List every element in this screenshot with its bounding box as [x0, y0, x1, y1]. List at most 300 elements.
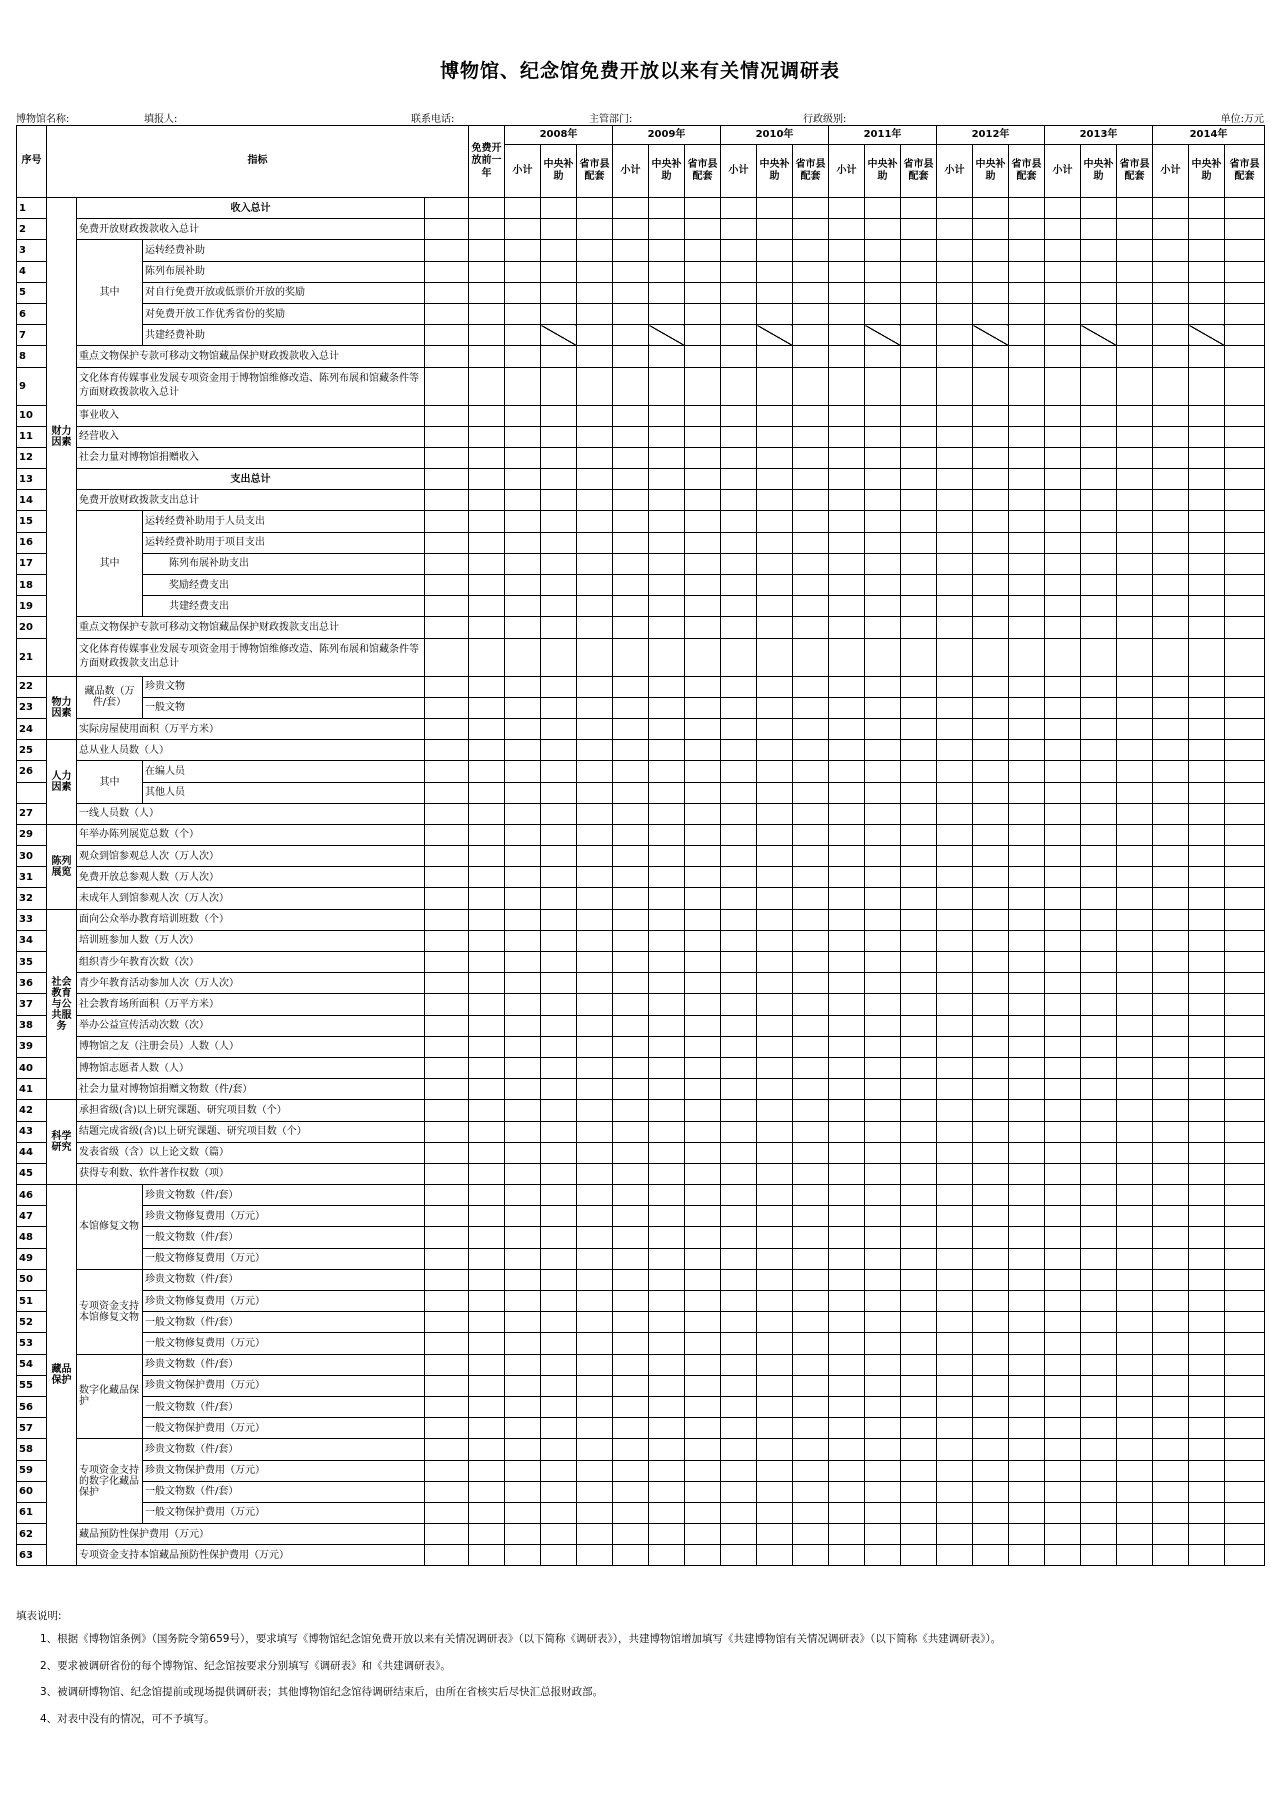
provincial-match-cell[interactable] — [757, 1163, 793, 1184]
subtotal-cell[interactable] — [1009, 1545, 1045, 1566]
provincial-match-cell[interactable] — [1189, 1354, 1225, 1375]
provincial-match-cell[interactable] — [757, 1291, 793, 1312]
central-subsidy-cell[interactable] — [721, 867, 757, 888]
provincial-match-cell[interactable] — [541, 973, 577, 994]
provincial-match-cell[interactable] — [1189, 511, 1225, 532]
subtotal-cell[interactable] — [901, 617, 937, 638]
pre-year-cell[interactable] — [425, 909, 469, 930]
provincial-match-cell[interactable] — [649, 1524, 685, 1545]
subtotal-cell[interactable] — [1117, 1396, 1153, 1417]
central-subsidy-cell[interactable] — [1045, 718, 1081, 739]
subtotal-cell[interactable] — [577, 426, 613, 447]
central-subsidy-cell[interactable] — [1153, 697, 1189, 718]
central-subsidy-cell[interactable] — [937, 638, 973, 676]
subtotal-cell[interactable] — [685, 1227, 721, 1248]
provincial-match-cell[interactable] — [541, 1333, 577, 1354]
central-subsidy-cell[interactable] — [1045, 888, 1081, 909]
central-subsidy-cell[interactable] — [937, 219, 973, 240]
provincial-match-cell[interactable] — [757, 346, 793, 367]
subtotal-cell[interactable] — [685, 1524, 721, 1545]
central-subsidy-cell[interactable] — [937, 1185, 973, 1206]
remark-cell[interactable] — [1225, 1375, 1265, 1396]
subtotal-cell[interactable] — [685, 511, 721, 532]
pre-year-cell[interactable] — [425, 1100, 469, 1121]
pre-year-cell[interactable] — [425, 803, 469, 824]
central-subsidy-cell[interactable] — [1045, 1291, 1081, 1312]
subtotal-cell[interactable] — [469, 447, 505, 468]
provincial-match-cell[interactable] — [1189, 219, 1225, 240]
subtotal-cell[interactable] — [577, 824, 613, 845]
central-subsidy-cell[interactable] — [613, 1269, 649, 1290]
subtotal-cell[interactable] — [469, 1545, 505, 1566]
provincial-match-cell[interactable] — [973, 676, 1009, 697]
central-subsidy-cell[interactable] — [613, 405, 649, 426]
subtotal-cell[interactable] — [1117, 261, 1153, 282]
subtotal-cell[interactable] — [901, 1079, 937, 1100]
central-subsidy-cell[interactable] — [721, 1524, 757, 1545]
pre-year-cell[interactable] — [425, 617, 469, 638]
central-subsidy-cell[interactable] — [829, 1269, 865, 1290]
provincial-match-cell[interactable] — [973, 930, 1009, 951]
subtotal-cell[interactable] — [577, 994, 613, 1015]
subtotal-cell[interactable] — [685, 1354, 721, 1375]
subtotal-cell[interactable] — [1009, 1206, 1045, 1227]
provincial-match-cell[interactable] — [541, 1524, 577, 1545]
central-subsidy-cell[interactable] — [1153, 1100, 1189, 1121]
central-subsidy-cell[interactable] — [1045, 909, 1081, 930]
subtotal-cell[interactable] — [901, 952, 937, 973]
central-subsidy-cell[interactable] — [721, 553, 757, 574]
provincial-match-cell[interactable] — [757, 1142, 793, 1163]
subtotal-cell[interactable] — [901, 447, 937, 468]
provincial-match-cell[interactable] — [1081, 697, 1117, 718]
provincial-match-cell[interactable] — [1189, 846, 1225, 867]
provincial-match-cell[interactable] — [649, 952, 685, 973]
provincial-match-cell[interactable] — [1081, 282, 1117, 303]
subtotal-cell[interactable] — [901, 1333, 937, 1354]
provincial-match-cell[interactable] — [541, 1100, 577, 1121]
provincial-match-cell[interactable] — [541, 1227, 577, 1248]
provincial-match-cell[interactable] — [865, 575, 901, 596]
provincial-match-cell[interactable] — [865, 973, 901, 994]
central-subsidy-cell[interactable] — [829, 1418, 865, 1439]
central-subsidy-cell[interactable] — [937, 617, 973, 638]
central-subsidy-cell[interactable] — [505, 1121, 541, 1142]
remark-cell[interactable] — [1225, 469, 1265, 490]
central-subsidy-cell[interactable] — [937, 1481, 973, 1502]
central-subsidy-cell[interactable] — [1045, 1418, 1081, 1439]
provincial-match-cell[interactable] — [973, 511, 1009, 532]
pre-year-cell[interactable] — [425, 447, 469, 468]
central-subsidy-cell[interactable] — [937, 1121, 973, 1142]
central-subsidy-cell[interactable] — [1045, 219, 1081, 240]
central-subsidy-cell[interactable] — [721, 930, 757, 951]
subtotal-cell[interactable] — [1117, 1375, 1153, 1396]
provincial-match-cell[interactable] — [865, 553, 901, 574]
central-subsidy-cell[interactable] — [721, 1375, 757, 1396]
provincial-match-cell[interactable] — [973, 469, 1009, 490]
central-subsidy-cell[interactable] — [937, 1100, 973, 1121]
central-subsidy-cell[interactable] — [1153, 1291, 1189, 1312]
central-subsidy-cell[interactable] — [613, 303, 649, 324]
subtotal-cell[interactable] — [469, 553, 505, 574]
central-subsidy-cell[interactable] — [721, 198, 757, 219]
provincial-match-cell[interactable] — [865, 1545, 901, 1566]
central-subsidy-cell[interactable] — [721, 1185, 757, 1206]
central-subsidy-cell[interactable] — [721, 469, 757, 490]
provincial-match-cell[interactable] — [973, 952, 1009, 973]
central-subsidy-cell[interactable] — [505, 740, 541, 761]
subtotal-cell[interactable] — [577, 1015, 613, 1036]
provincial-match-cell[interactable] — [973, 240, 1009, 261]
pre-year-cell[interactable] — [425, 952, 469, 973]
provincial-match-cell[interactable] — [1189, 1291, 1225, 1312]
central-subsidy-cell[interactable] — [1153, 405, 1189, 426]
provincial-match-cell[interactable] — [649, 1291, 685, 1312]
central-subsidy-cell[interactable] — [505, 952, 541, 973]
central-subsidy-cell[interactable] — [721, 1502, 757, 1523]
central-subsidy-cell[interactable] — [937, 1227, 973, 1248]
central-subsidy-cell[interactable] — [937, 1142, 973, 1163]
subtotal-cell[interactable] — [901, 888, 937, 909]
pre-year-cell[interactable] — [425, 718, 469, 739]
provincial-match-cell[interactable] — [1189, 1227, 1225, 1248]
provincial-match-cell[interactable] — [973, 1291, 1009, 1312]
provincial-match-cell[interactable] — [865, 1291, 901, 1312]
provincial-match-cell[interactable] — [757, 1524, 793, 1545]
central-subsidy-cell[interactable] — [721, 532, 757, 553]
provincial-match-cell[interactable] — [649, 1396, 685, 1417]
provincial-match-cell[interactable] — [541, 219, 577, 240]
provincial-match-cell[interactable] — [973, 1312, 1009, 1333]
subtotal-cell[interactable] — [901, 1206, 937, 1227]
central-subsidy-cell[interactable] — [505, 867, 541, 888]
central-subsidy-cell[interactable] — [829, 1142, 865, 1163]
central-subsidy-cell[interactable] — [505, 1545, 541, 1566]
provincial-match-cell[interactable] — [541, 846, 577, 867]
central-subsidy-cell[interactable] — [1045, 1121, 1081, 1142]
central-subsidy-cell[interactable] — [937, 1269, 973, 1290]
provincial-match-cell[interactable] — [1081, 1545, 1117, 1566]
provincial-match-cell[interactable] — [541, 867, 577, 888]
remark-cell[interactable] — [1225, 994, 1265, 1015]
subtotal-cell[interactable] — [1009, 1142, 1045, 1163]
central-subsidy-cell[interactable] — [721, 1333, 757, 1354]
subtotal-cell[interactable] — [793, 930, 829, 951]
central-subsidy-cell[interactable] — [937, 888, 973, 909]
central-subsidy-cell[interactable] — [613, 1206, 649, 1227]
central-subsidy-cell[interactable] — [829, 596, 865, 617]
central-subsidy-cell[interactable] — [1153, 596, 1189, 617]
central-subsidy-cell[interactable] — [505, 575, 541, 596]
central-subsidy-cell[interactable] — [937, 909, 973, 930]
central-subsidy-cell[interactable] — [1045, 697, 1081, 718]
central-subsidy-cell[interactable] — [937, 1396, 973, 1417]
subtotal-cell[interactable] — [901, 1057, 937, 1078]
central-subsidy-cell[interactable] — [505, 1396, 541, 1417]
provincial-match-cell[interactable] — [649, 994, 685, 1015]
central-subsidy-cell[interactable] — [829, 824, 865, 845]
provincial-match-cell[interactable] — [757, 782, 793, 803]
provincial-match-cell[interactable] — [649, 740, 685, 761]
central-subsidy-cell[interactable] — [721, 447, 757, 468]
subtotal-cell[interactable] — [901, 469, 937, 490]
central-subsidy-cell[interactable] — [721, 405, 757, 426]
central-subsidy-cell[interactable] — [829, 676, 865, 697]
central-subsidy-cell[interactable] — [613, 1100, 649, 1121]
central-subsidy-cell[interactable] — [613, 676, 649, 697]
provincial-match-cell[interactable] — [649, 638, 685, 676]
central-subsidy-cell[interactable] — [721, 367, 757, 405]
subtotal-cell[interactable] — [577, 575, 613, 596]
remark-cell[interactable] — [1225, 447, 1265, 468]
central-subsidy-cell[interactable] — [505, 511, 541, 532]
central-subsidy-cell[interactable] — [1153, 1545, 1189, 1566]
provincial-match-cell[interactable] — [1189, 1206, 1225, 1227]
provincial-match-cell[interactable] — [649, 553, 685, 574]
central-subsidy-cell[interactable] — [721, 219, 757, 240]
provincial-match-cell[interactable] — [973, 1439, 1009, 1460]
subtotal-cell[interactable] — [685, 638, 721, 676]
provincial-match-cell[interactable] — [757, 1227, 793, 1248]
subtotal-cell[interactable] — [1117, 1015, 1153, 1036]
central-subsidy-cell[interactable] — [721, 909, 757, 930]
remark-cell[interactable] — [1225, 198, 1265, 219]
central-subsidy-cell[interactable] — [829, 469, 865, 490]
central-subsidy-cell[interactable] — [613, 867, 649, 888]
subtotal-cell[interactable] — [1117, 367, 1153, 405]
central-subsidy-cell[interactable] — [505, 367, 541, 405]
central-subsidy-cell[interactable] — [613, 740, 649, 761]
provincial-match-cell[interactable] — [1189, 930, 1225, 951]
remark-cell[interactable] — [1225, 638, 1265, 676]
subtotal-cell[interactable] — [1117, 1439, 1153, 1460]
subtotal-cell[interactable] — [901, 282, 937, 303]
provincial-match-cell[interactable] — [1081, 1206, 1117, 1227]
remark-cell[interactable] — [1225, 867, 1265, 888]
provincial-match-cell[interactable] — [541, 740, 577, 761]
provincial-match-cell[interactable] — [541, 1460, 577, 1481]
provincial-match-cell[interactable] — [757, 405, 793, 426]
provincial-match-cell[interactable] — [973, 1227, 1009, 1248]
provincial-match-cell[interactable] — [865, 1375, 901, 1396]
central-subsidy-cell[interactable] — [937, 782, 973, 803]
provincial-match-cell[interactable] — [757, 888, 793, 909]
pre-year-cell[interactable] — [425, 405, 469, 426]
central-subsidy-cell[interactable] — [613, 282, 649, 303]
central-subsidy-cell[interactable] — [721, 1460, 757, 1481]
subtotal-cell[interactable] — [685, 198, 721, 219]
subtotal-cell[interactable] — [577, 1036, 613, 1057]
subtotal-cell[interactable] — [1009, 1036, 1045, 1057]
central-subsidy-cell[interactable] — [1153, 740, 1189, 761]
provincial-match-cell[interactable] — [1081, 575, 1117, 596]
provincial-match-cell[interactable] — [1081, 676, 1117, 697]
central-subsidy-cell[interactable] — [1045, 638, 1081, 676]
provincial-match-cell[interactable] — [865, 596, 901, 617]
provincial-match-cell[interactable] — [973, 803, 1009, 824]
subtotal-cell[interactable] — [577, 1248, 613, 1269]
subtotal-cell[interactable] — [685, 532, 721, 553]
provincial-match-cell[interactable] — [865, 1354, 901, 1375]
provincial-match-cell[interactable] — [757, 1481, 793, 1502]
subtotal-cell[interactable] — [1009, 803, 1045, 824]
central-subsidy-cell[interactable] — [829, 575, 865, 596]
central-subsidy-cell[interactable] — [1045, 930, 1081, 951]
provincial-match-cell[interactable] — [649, 1248, 685, 1269]
central-subsidy-cell[interactable] — [505, 1206, 541, 1227]
central-subsidy-cell[interactable] — [505, 240, 541, 261]
provincial-match-cell[interactable] — [1081, 782, 1117, 803]
provincial-match-cell[interactable] — [973, 1206, 1009, 1227]
subtotal-cell[interactable] — [901, 994, 937, 1015]
provincial-match-cell[interactable] — [1189, 469, 1225, 490]
central-subsidy-cell[interactable] — [1153, 909, 1189, 930]
subtotal-cell[interactable] — [1009, 1248, 1045, 1269]
provincial-match-cell[interactable] — [1189, 596, 1225, 617]
provincial-match-cell[interactable] — [757, 511, 793, 532]
central-subsidy-cell[interactable] — [937, 553, 973, 574]
subtotal-cell[interactable] — [793, 198, 829, 219]
provincial-match-cell[interactable] — [1081, 240, 1117, 261]
central-subsidy-cell[interactable] — [1153, 1227, 1189, 1248]
provincial-match-cell[interactable] — [1081, 824, 1117, 845]
subtotal-cell[interactable] — [793, 1100, 829, 1121]
provincial-match-cell[interactable] — [757, 697, 793, 718]
central-subsidy-cell[interactable] — [937, 325, 973, 346]
subtotal-cell[interactable] — [1009, 697, 1045, 718]
central-subsidy-cell[interactable] — [613, 1121, 649, 1142]
subtotal-cell[interactable] — [685, 553, 721, 574]
subtotal-cell[interactable] — [901, 1291, 937, 1312]
subtotal-cell[interactable] — [1009, 824, 1045, 845]
central-subsidy-cell[interactable] — [1045, 1100, 1081, 1121]
remark-cell[interactable] — [1225, 1312, 1265, 1333]
provincial-match-cell[interactable] — [1081, 1375, 1117, 1396]
subtotal-cell[interactable] — [469, 469, 505, 490]
central-subsidy-cell[interactable] — [1153, 1333, 1189, 1354]
subtotal-cell[interactable] — [685, 867, 721, 888]
provincial-match-cell[interactable] — [757, 426, 793, 447]
provincial-match-cell[interactable] — [865, 447, 901, 468]
remark-cell[interactable] — [1225, 1545, 1265, 1566]
central-subsidy-cell[interactable] — [613, 1354, 649, 1375]
central-subsidy-cell[interactable] — [613, 973, 649, 994]
provincial-match-cell[interactable] — [973, 1375, 1009, 1396]
subtotal-cell[interactable] — [901, 1375, 937, 1396]
subtotal-cell[interactable] — [577, 1375, 613, 1396]
remark-cell[interactable] — [1225, 1396, 1265, 1417]
provincial-match-cell[interactable] — [541, 426, 577, 447]
subtotal-cell[interactable] — [469, 405, 505, 426]
subtotal-cell[interactable] — [901, 367, 937, 405]
provincial-match-cell[interactable] — [649, 1057, 685, 1078]
subtotal-cell[interactable] — [1117, 1227, 1153, 1248]
subtotal-cell[interactable] — [685, 909, 721, 930]
provincial-match-cell[interactable] — [973, 219, 1009, 240]
central-subsidy-cell[interactable] — [613, 367, 649, 405]
central-subsidy-cell[interactable] — [1153, 1524, 1189, 1545]
central-subsidy-cell[interactable] — [829, 1481, 865, 1502]
provincial-match-cell[interactable] — [649, 303, 685, 324]
subtotal-cell[interactable] — [793, 1227, 829, 1248]
subtotal-cell[interactable] — [577, 219, 613, 240]
central-subsidy-cell[interactable] — [721, 1545, 757, 1566]
central-subsidy-cell[interactable] — [721, 1100, 757, 1121]
subtotal-cell[interactable] — [685, 740, 721, 761]
remark-cell[interactable] — [1225, 740, 1265, 761]
subtotal-cell[interactable] — [685, 973, 721, 994]
provincial-match-cell[interactable] — [1081, 447, 1117, 468]
central-subsidy-cell[interactable] — [505, 1100, 541, 1121]
provincial-match-cell[interactable] — [1189, 638, 1225, 676]
central-subsidy-cell[interactable] — [613, 1015, 649, 1036]
central-subsidy-cell[interactable] — [721, 426, 757, 447]
provincial-match-cell[interactable] — [541, 596, 577, 617]
provincial-match-cell[interactable] — [1081, 761, 1117, 782]
central-subsidy-cell[interactable] — [829, 1312, 865, 1333]
subtotal-cell[interactable] — [1009, 952, 1045, 973]
subtotal-cell[interactable] — [685, 282, 721, 303]
provincial-match-cell[interactable] — [865, 638, 901, 676]
provincial-match-cell[interactable] — [1081, 553, 1117, 574]
central-subsidy-cell[interactable] — [829, 803, 865, 824]
central-subsidy-cell[interactable] — [505, 697, 541, 718]
provincial-match-cell[interactable] — [1081, 490, 1117, 511]
provincial-match-cell[interactable] — [865, 740, 901, 761]
central-subsidy-cell[interactable] — [1045, 1524, 1081, 1545]
central-subsidy-cell[interactable] — [505, 469, 541, 490]
provincial-match-cell[interactable] — [541, 1079, 577, 1100]
subtotal-cell[interactable] — [1009, 1163, 1045, 1184]
subtotal-cell[interactable] — [469, 1121, 505, 1142]
central-subsidy-cell[interactable] — [937, 1291, 973, 1312]
central-subsidy-cell[interactable] — [721, 697, 757, 718]
central-subsidy-cell[interactable] — [1153, 219, 1189, 240]
subtotal-cell[interactable] — [901, 740, 937, 761]
provincial-match-cell[interactable] — [865, 367, 901, 405]
provincial-match-cell[interactable] — [973, 1269, 1009, 1290]
subtotal-cell[interactable] — [1117, 994, 1153, 1015]
subtotal-cell[interactable] — [685, 469, 721, 490]
central-subsidy-cell[interactable] — [613, 532, 649, 553]
subtotal-cell[interactable] — [1117, 930, 1153, 951]
subtotal-cell[interactable] — [793, 240, 829, 261]
subtotal-cell[interactable] — [1117, 1545, 1153, 1566]
central-subsidy-cell[interactable] — [613, 1545, 649, 1566]
central-subsidy-cell[interactable] — [829, 638, 865, 676]
central-subsidy-cell[interactable] — [613, 325, 649, 346]
pre-year-cell[interactable] — [425, 511, 469, 532]
provincial-match-cell[interactable] — [1081, 909, 1117, 930]
provincial-match-cell[interactable] — [1189, 1100, 1225, 1121]
pre-year-cell[interactable] — [425, 490, 469, 511]
subtotal-cell[interactable] — [1009, 1502, 1045, 1523]
remark-cell[interactable] — [1225, 511, 1265, 532]
provincial-match-cell[interactable] — [541, 469, 577, 490]
central-subsidy-cell[interactable] — [829, 553, 865, 574]
subtotal-cell[interactable] — [1117, 846, 1153, 867]
subtotal-cell[interactable] — [577, 617, 613, 638]
subtotal-cell[interactable] — [685, 596, 721, 617]
provincial-match-cell[interactable] — [757, 240, 793, 261]
central-subsidy-cell[interactable] — [613, 1481, 649, 1502]
provincial-match-cell[interactable] — [973, 426, 1009, 447]
central-subsidy-cell[interactable] — [1045, 303, 1081, 324]
subtotal-cell[interactable] — [577, 1079, 613, 1100]
provincial-match-cell[interactable] — [865, 261, 901, 282]
central-subsidy-cell[interactable] — [721, 761, 757, 782]
